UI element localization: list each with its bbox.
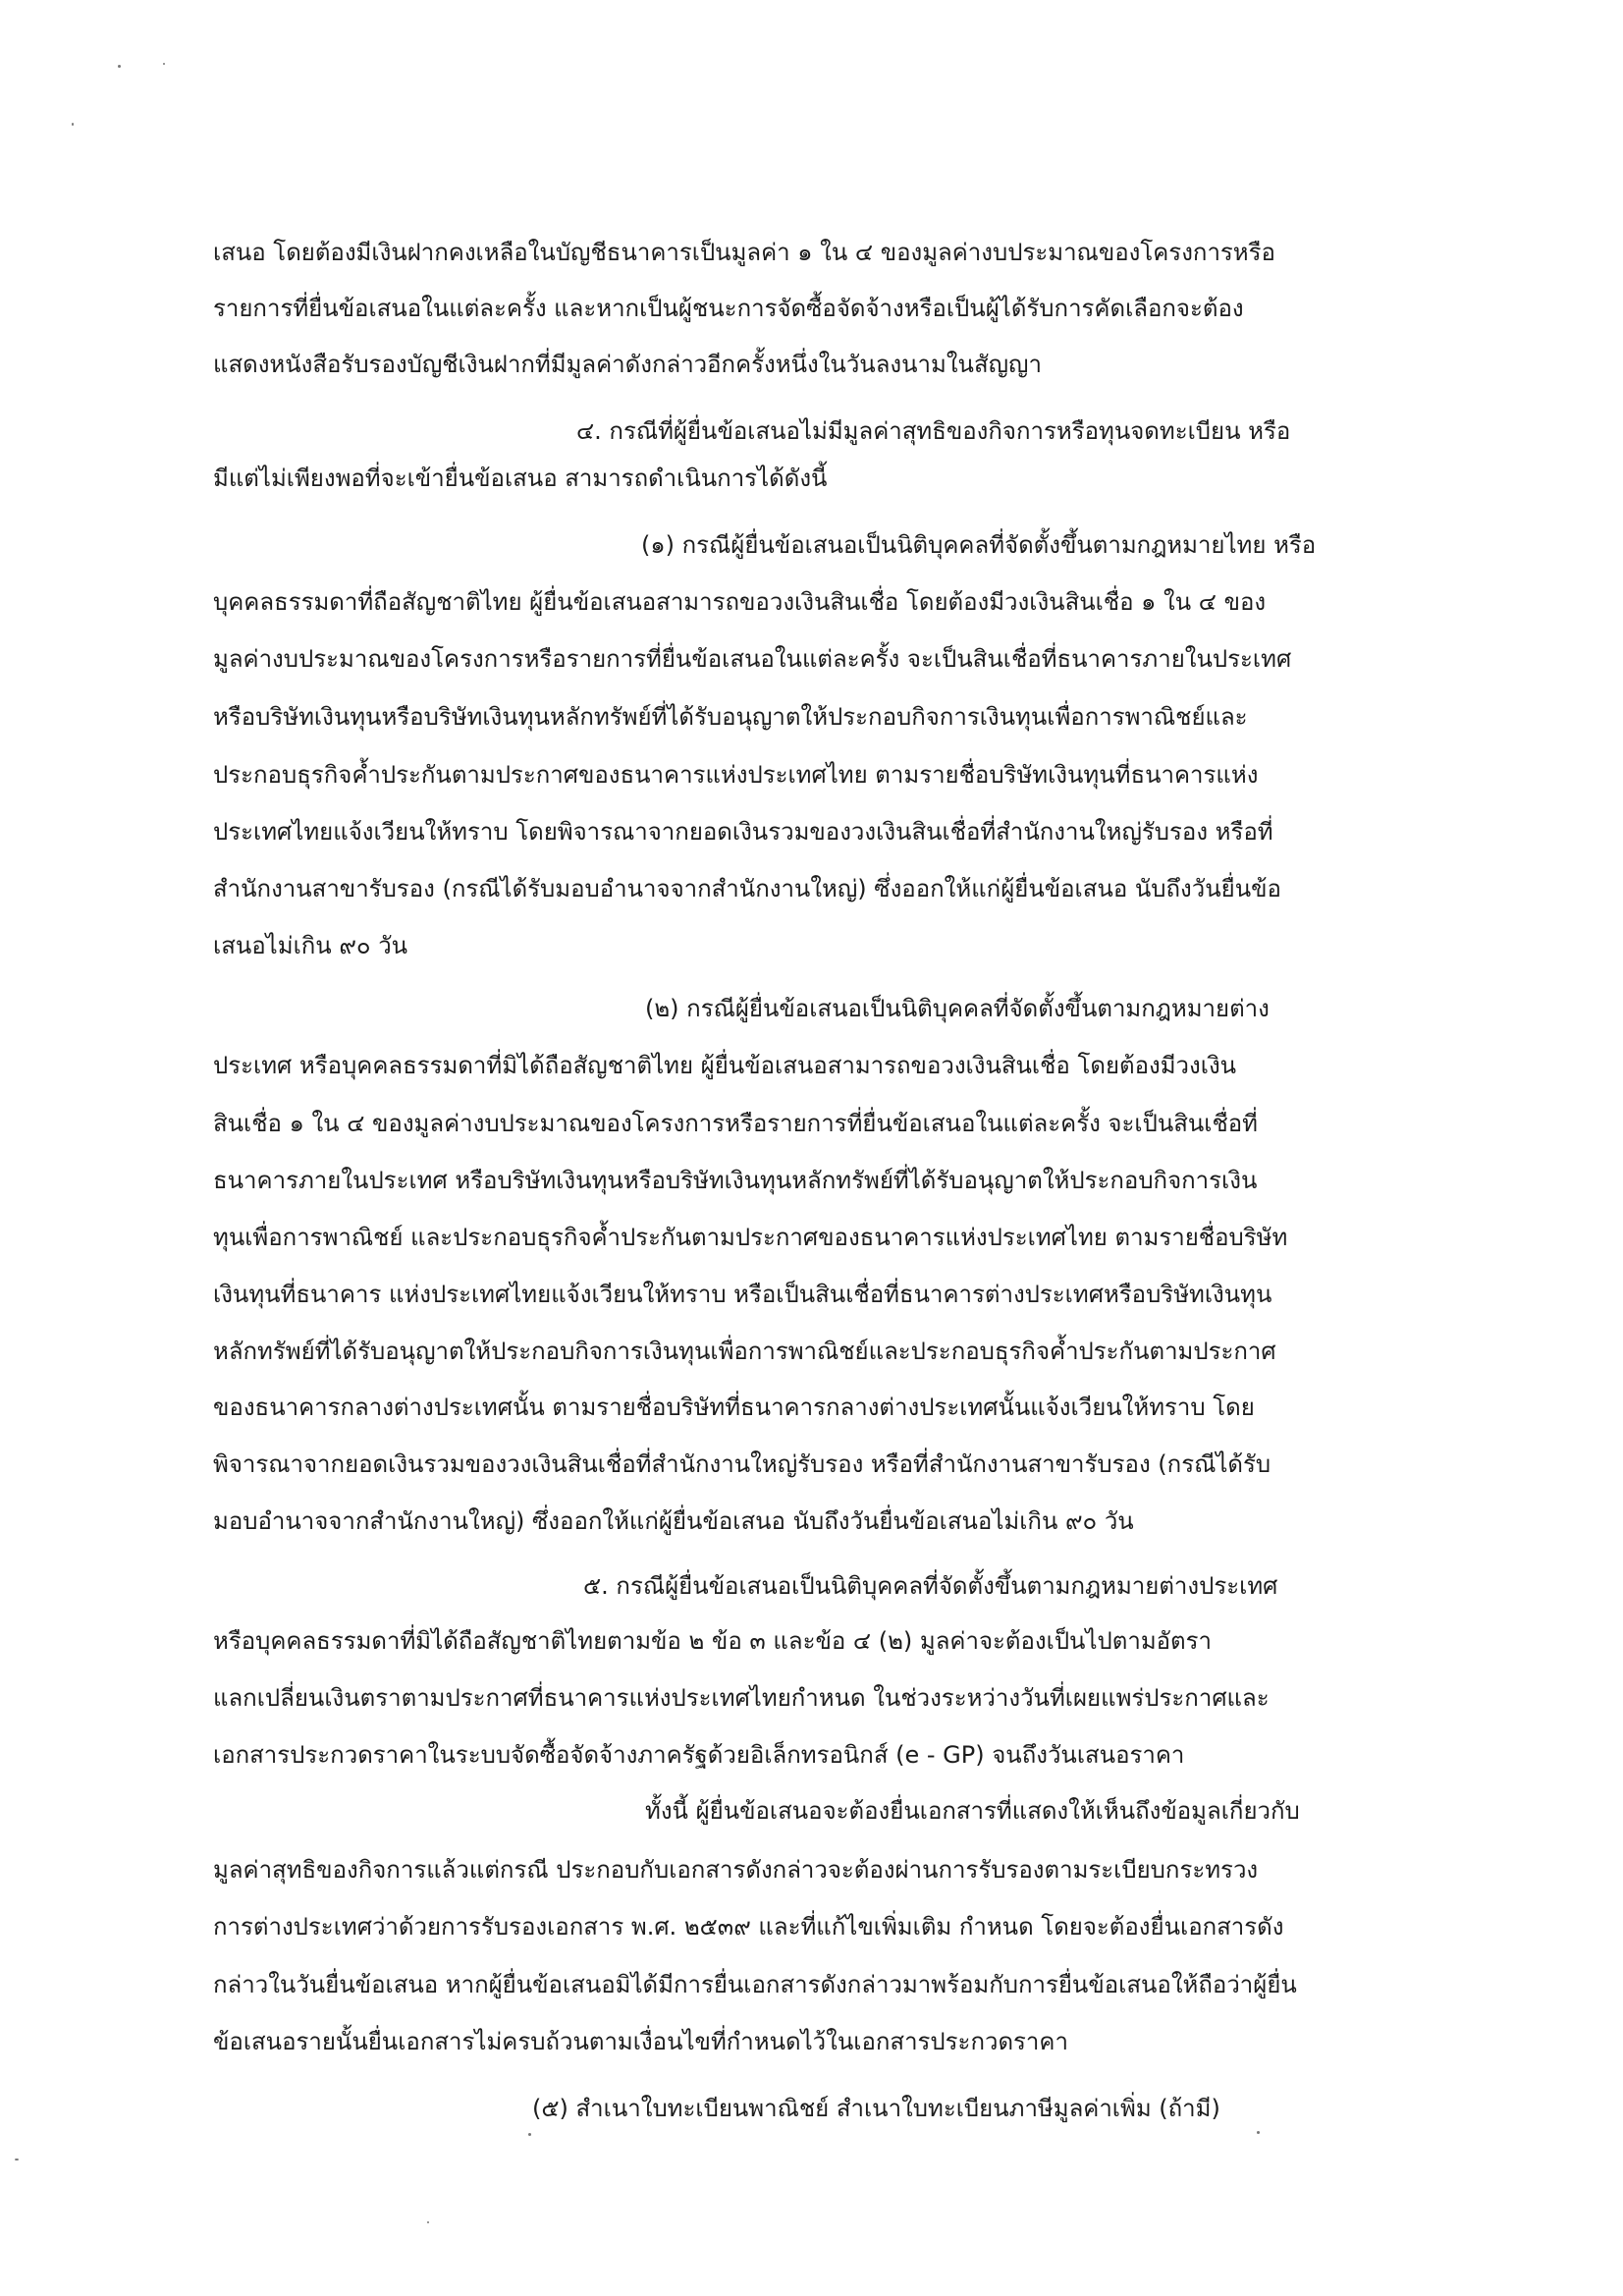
text-line: สำนักงานสาขารับรอง (กรณีได้รับมอบอำนาจจากสำนักงานใหญ่) ซึ่งออกให้แก่ผู้ยื่นข้อเสนอ นับถึงวันยื่นข้อ (213, 875, 1281, 902)
scan-speck (72, 123, 74, 126)
text-line: เสนอ โดยต้องมีเงินฝากคงเหลือในบัญชีธนาคารเป็นมูลค่า ๑ ใน ๔ ของมูลค่างบประมาณของโครงการหรือ (213, 239, 1275, 266)
text-line: ๕. กรณีผู้ยื่นข้อเสนอเป็นนิติบุคคลที่จัดตั้งขึ้นตามกฎหมายต่างประเทศ (583, 1572, 1278, 1600)
text-line: หรือบุคคลธรรมดาที่มิได้ถือสัญชาติไทยตามข้อ ๒ ข้อ ๓ และข้อ ๔ (๒) มูลค่าจะต้องเป็นไปตามอัตรา (213, 1627, 1213, 1655)
text-line: รายการที่ยื่นข้อเสนอในแต่ละครั้ง และหากเป็นผู้ชนะการจัดซื้อจัดจ้างหรือเป็นผู้ได้รับการคัดเลือกจะต้อง (213, 295, 1244, 322)
text-line: ทุนเพื่อการพาณิชย์ และประกอบธุรกิจค้ำประกันตามประกาศของธนาคารแห่งประเทศไทย ตามรายชื่อบริษัท (213, 1224, 1288, 1251)
text-line: เอกสารประกวดราคาในระบบจัดซื้อจัดจ้างภาครัฐด้วยอิเล็กทรอนิกส์ (e - GP) จนถึงวันเสนอราคา (213, 1741, 1185, 1769)
text-line: พิจารณาจากยอดเงินรวมของวงเงินสินเชื่อที่สำนักงานใหญ่รับรอง หรือที่สำนักงานสาขารับรอง (กรณีได้รับ (213, 1450, 1271, 1478)
text-line: (๑) กรณีผู้ยื่นข้อเสนอเป็นนิติบุคคลที่จัดตั้งขึ้นตามกฎหมายไทย หรือ (641, 531, 1317, 559)
text-line: ธนาคารภายในประเทศ หรือบริษัทเงินทุนหรือบริษัทเงินทุนหลักทรัพย์ที่ได้รับอนุญาตให้ประกอบกิจการเงิน (213, 1167, 1258, 1194)
text-line: ประเทศ หรือบุคคลธรรมดาที่มิได้ถือสัญชาติไทย ผู้ยื่นข้อเสนอสามารถขอวงเงินสินเชื่อ โดยต้องมีวงเงิน (213, 1052, 1237, 1079)
text-line: ข้อเสนอรายนั้นยื่นเอกสารไม่ครบถ้วนตามเงื่อนไขที่กำหนดไว้ในเอกสารประกวดราคา (213, 2028, 1068, 2055)
text-line: ประเทศไทยแจ้งเวียนให้ทราบ โดยพิจารณาจากยอดเงินรวมของวงเงินสินเชื่อที่สำนักงานใหญ่รับรอง หรือที่ (213, 818, 1273, 846)
text-line: มอบอำนาจจากสำนักงานใหญ่) ซึ่งออกให้แก่ผู้ยื่นข้อเสนอ นับถึงวันยื่นข้อเสนอไม่เกิน ๙๐ วัน (213, 1507, 1134, 1535)
text-line: บุคคลธรรมดาที่ถือสัญชาติไทย ผู้ยื่นข้อเสนอสามารถขอวงเงินสินเชื่อ โดยต้องมีวงเงินสินเชื่อ ๑ ใน ๔ ของ (213, 588, 1267, 616)
text-line: ประกอบธุรกิจค้ำประกันตามประกาศของธนาคารแห่งประเทศไทย ตามรายชื่อบริษัทเงินทุนที่ธนาคารแห่ง (213, 761, 1259, 789)
scan-speck (163, 63, 165, 65)
text-line: เงินทุนที่ธนาคาร แห่งประเทศไทยแจ้งเวียนให้ทราบ หรือเป็นสินเชื่อที่ธนาคารต่างประเทศหรือบริษัทเงินทุน (213, 1281, 1272, 1308)
text-line: การต่างประเทศว่าด้วยการรับรองเอกสาร พ.ศ. ๒๕๓๙ และที่แก้ไขเพิ่มเติม กำหนด โดยจะต้องยื่นเอกสารดัง (213, 1913, 1284, 1941)
text-line: แสดงหนังสือรับรองบัญชีเงินฝากที่มีมูลค่าดังกล่าวอีกครั้งหนึ่งในวันลงนามในสัญญา (213, 351, 1042, 378)
text-line: หรือบริษัทเงินทุนหรือบริษัทเงินทุนหลักทรัพย์ที่ได้รับอนุญาตให้ประกอบกิจการเงินทุนเพื่อการพาณิชย์และ (213, 703, 1248, 731)
text-line: (๒) กรณีผู้ยื่นข้อเสนอเป็นนิติบุคคลที่จัดตั้งขึ้นตามกฎหมายต่าง (645, 995, 1270, 1022)
text-line: มีแต่ไม่เพียงพอที่จะเข้ายื่นข้อเสนอ สามารถดำเนินการได้ดังนี้ (213, 465, 828, 492)
text-line: ของธนาคารกลางต่างประเทศนั้น ตามรายชื่อบริษัทที่ธนาคารกลางต่างประเทศนั้นแจ้งเวียนให้ทราบ โดย (213, 1394, 1255, 1421)
text-line: เสนอไม่เกิน ๙๐ วัน (213, 932, 408, 959)
scan-speck (528, 2133, 531, 2136)
scan-speck (118, 65, 121, 68)
text-line: กล่าวในวันยื่นข้อเสนอ หากผู้ยื่นข้อเสนอมิได้มีการยื่นเอกสารดังกล่าวมาพร้อมกับการยื่นข้อเสนอให้ถือว่าผู้ยื่น (213, 1971, 1297, 1998)
scan-speck (15, 2159, 19, 2160)
scan-speck (1257, 2131, 1260, 2134)
text-line: ๔. กรณีที่ผู้ยื่นข้อเสนอไม่มีมูลค่าสุทธิของกิจการหรือทุนจดทะเบียน หรือ (576, 417, 1291, 445)
text-line: มูลค่าสุทธิของกิจการแล้วแต่กรณี ประกอบกับเอกสารดังกล่าวจะต้องผ่านการรับรองตามระเบียบกระทรวง (213, 1856, 1259, 1884)
scan-speck (427, 2221, 429, 2223)
text-line: ทั้งนี้ ผู้ยื่นข้อเสนอจะต้องยื่นเอกสารที่แสดงให้เห็นถึงข้อมูลเกี่ยวกับ (645, 1797, 1300, 1825)
text-line: (๕) สำเนาใบทะเบียนพาณิชย์ สำเนาใบทะเบียนภาษีมูลค่าเพิ่ม (ถ้ามี) (532, 2095, 1220, 2122)
text-line: มูลค่างบประมาณของโครงการหรือรายการที่ยื่นข้อเสนอในแต่ละครั้ง จะเป็นสินเชื่อที่ธนาคารภายในประเทศ (213, 645, 1292, 673)
text-line: สินเชื่อ ๑ ใน ๔ ของมูลค่างบประมาณของโครงการหรือรายการที่ยื่นข้อเสนอในแต่ละครั้ง จะเป็นสินเชื่อที่ (213, 1110, 1259, 1137)
text-line: แลกเปลี่ยนเงินตราตามประกาศที่ธนาคารแห่งประเทศไทยกำหนด ในช่วงระหว่างวันที่เผยแพร่ประกาศและ (213, 1684, 1270, 1712)
text-line: หลักทรัพย์ที่ได้รับอนุญาตให้ประกอบกิจการเงินทุนเพื่อการพาณิชย์และประกอบธุรกิจค้ำประกันตามประกาศ (213, 1338, 1276, 1365)
